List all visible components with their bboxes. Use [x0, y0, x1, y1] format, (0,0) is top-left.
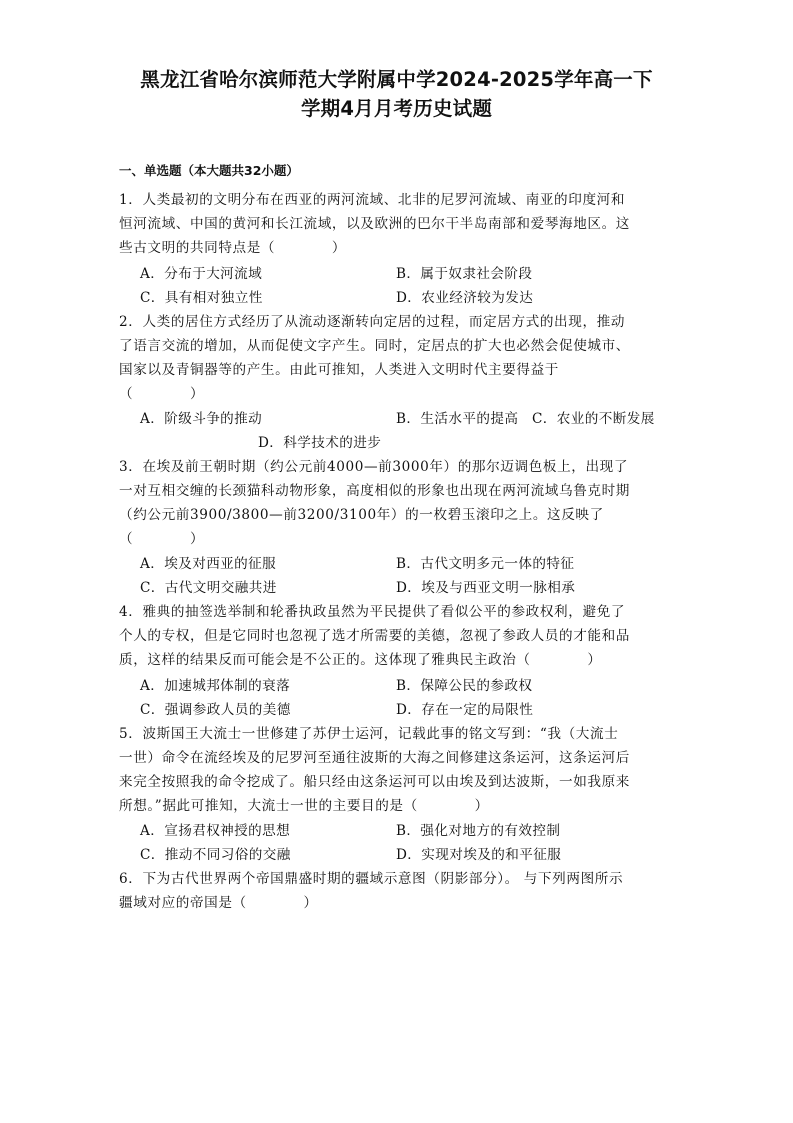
question-4-option-b[interactable]: B．保障公民的参政权 [396, 678, 533, 694]
question-2-option-a[interactable]: A．阶级斗争的推动 [140, 411, 263, 427]
question-3-line: 3．在埃及前王朝时期（约公元前4000—前3000年）的那尔迈调色板上，出现了 [119, 459, 629, 475]
question-5-option-b[interactable]: B．强化对地方的有效控制 [396, 823, 561, 839]
question-1-option-d[interactable]: D．农业经济较为发达 [396, 290, 534, 306]
question-6-line: 疆域对应的帝国是（ ） [119, 895, 318, 911]
question-4-option-d[interactable]: D．存在一定的局限性 [396, 702, 534, 718]
question-1-option-c[interactable]: C．具有相对独立性 [140, 290, 263, 306]
question-1-option-b[interactable]: B．属于奴隶社会阶段 [396, 266, 533, 282]
question-3-line: （ ） [119, 531, 205, 547]
question-5-option-d[interactable]: D．实现对埃及的和平征服 [396, 847, 562, 863]
question-1-option-a[interactable]: A．分布于大河流域 [140, 266, 263, 282]
exam-title-line-2: 学期4月月考历史试题 [300, 97, 493, 120]
question-4-line: 质，这样的结果反而可能会是不公正的。这体现了雅典民主政治（ ） [119, 652, 602, 668]
question-1-line: 恒河流域、中国的黄河和长江流域，以及欧洲的巴尔干半岛南部和爱琴海地区。这 [119, 216, 630, 232]
question-5-line: 一世）命令在流经埃及的尼罗河至通往波斯的大海之间修建这条运河，这条运河后 [119, 750, 630, 766]
question-3-line: （约公元前3900/3800—前3200/3100年）的一枚碧玉滚印之上。这反映了 [119, 507, 604, 523]
question-5-line: 5．波斯国王大流士一世修建了苏伊士运河，记载此事的铭文写到：“我（大流士 [119, 726, 619, 742]
question-2-line: 2．人类的居住方式经历了从流动逐渐转向定居的过程，而定居方式的出现，推动 [119, 314, 626, 330]
question-2-line: （ ） [119, 386, 205, 402]
question-2-line: 国家以及青铜器等的产生。由此可推知，人类进入文明时代主要得益于 [119, 362, 560, 378]
question-3-option-d[interactable]: D．埃及与西亚文明一脉相承 [396, 580, 576, 596]
question-2-option-d[interactable]: D．科学技术的进步 [258, 435, 382, 451]
question-1-line: 些古文明的共同特点是（ ） [119, 240, 347, 256]
question-5-option-a[interactable]: A．宣扬君权神授的思想 [140, 823, 291, 839]
question-5-line: 所想。”据此可推知，大流士一世的主要目的是（ ） [119, 798, 489, 814]
question-4-option-a[interactable]: A．加速城邦体制的衰落 [140, 678, 291, 694]
question-2-line: 了语言交流的增加，从而促使文字产生。同时，定居点的扩大也必然会促使城市、 [119, 338, 630, 354]
question-3-option-b[interactable]: B．古代文明多元一体的特征 [396, 556, 575, 572]
question-4-line: 4．雅典的抽签选举制和轮番执政虽然为平民提供了看似公平的参政权利，避免了 [119, 604, 626, 620]
question-4-option-c[interactable]: C．强调参政人员的美德 [140, 702, 291, 718]
question-6-line: 6．下为古代世界两个帝国鼎盛时期的疆域示意图（阴影部分）。 与下列两图所示 [119, 871, 624, 887]
question-5-line: 来完全按照我的命令挖成了。船只经由这条运河可以由埃及到达波斯，一如我原来 [119, 774, 630, 790]
exam-title-line-1: 黑龙江省哈尔滨师范大学附属中学2024-2025学年高一下 [140, 68, 653, 91]
question-3-option-a[interactable]: A．埃及对西亚的征服 [140, 556, 277, 572]
section-heading: 一、单选题（本大题共32小题） [119, 163, 299, 178]
question-1-line: 1．人类最初的文明分布在西亚的两河流域、北非的尼罗河流域、南亚的印度河和 [119, 192, 626, 208]
question-2-option-b[interactable]: B．生活水平的提高 [396, 411, 519, 427]
question-3-option-c[interactable]: C．古代文明交融共进 [140, 580, 277, 596]
question-3-line: 一对互相交缠的长颈猫科动物形象，高度相似的形象也出现在两河流域乌鲁克时期 [119, 483, 630, 499]
question-5-option-c[interactable]: C．推动不同习俗的交融 [140, 847, 291, 863]
question-4-line: 个人的专权，但是它同时也忽视了选才所需要的美德，忽视了参政人员的才能和品 [119, 628, 630, 644]
question-2-option-c[interactable]: C．农业的不断发展 [532, 411, 655, 427]
